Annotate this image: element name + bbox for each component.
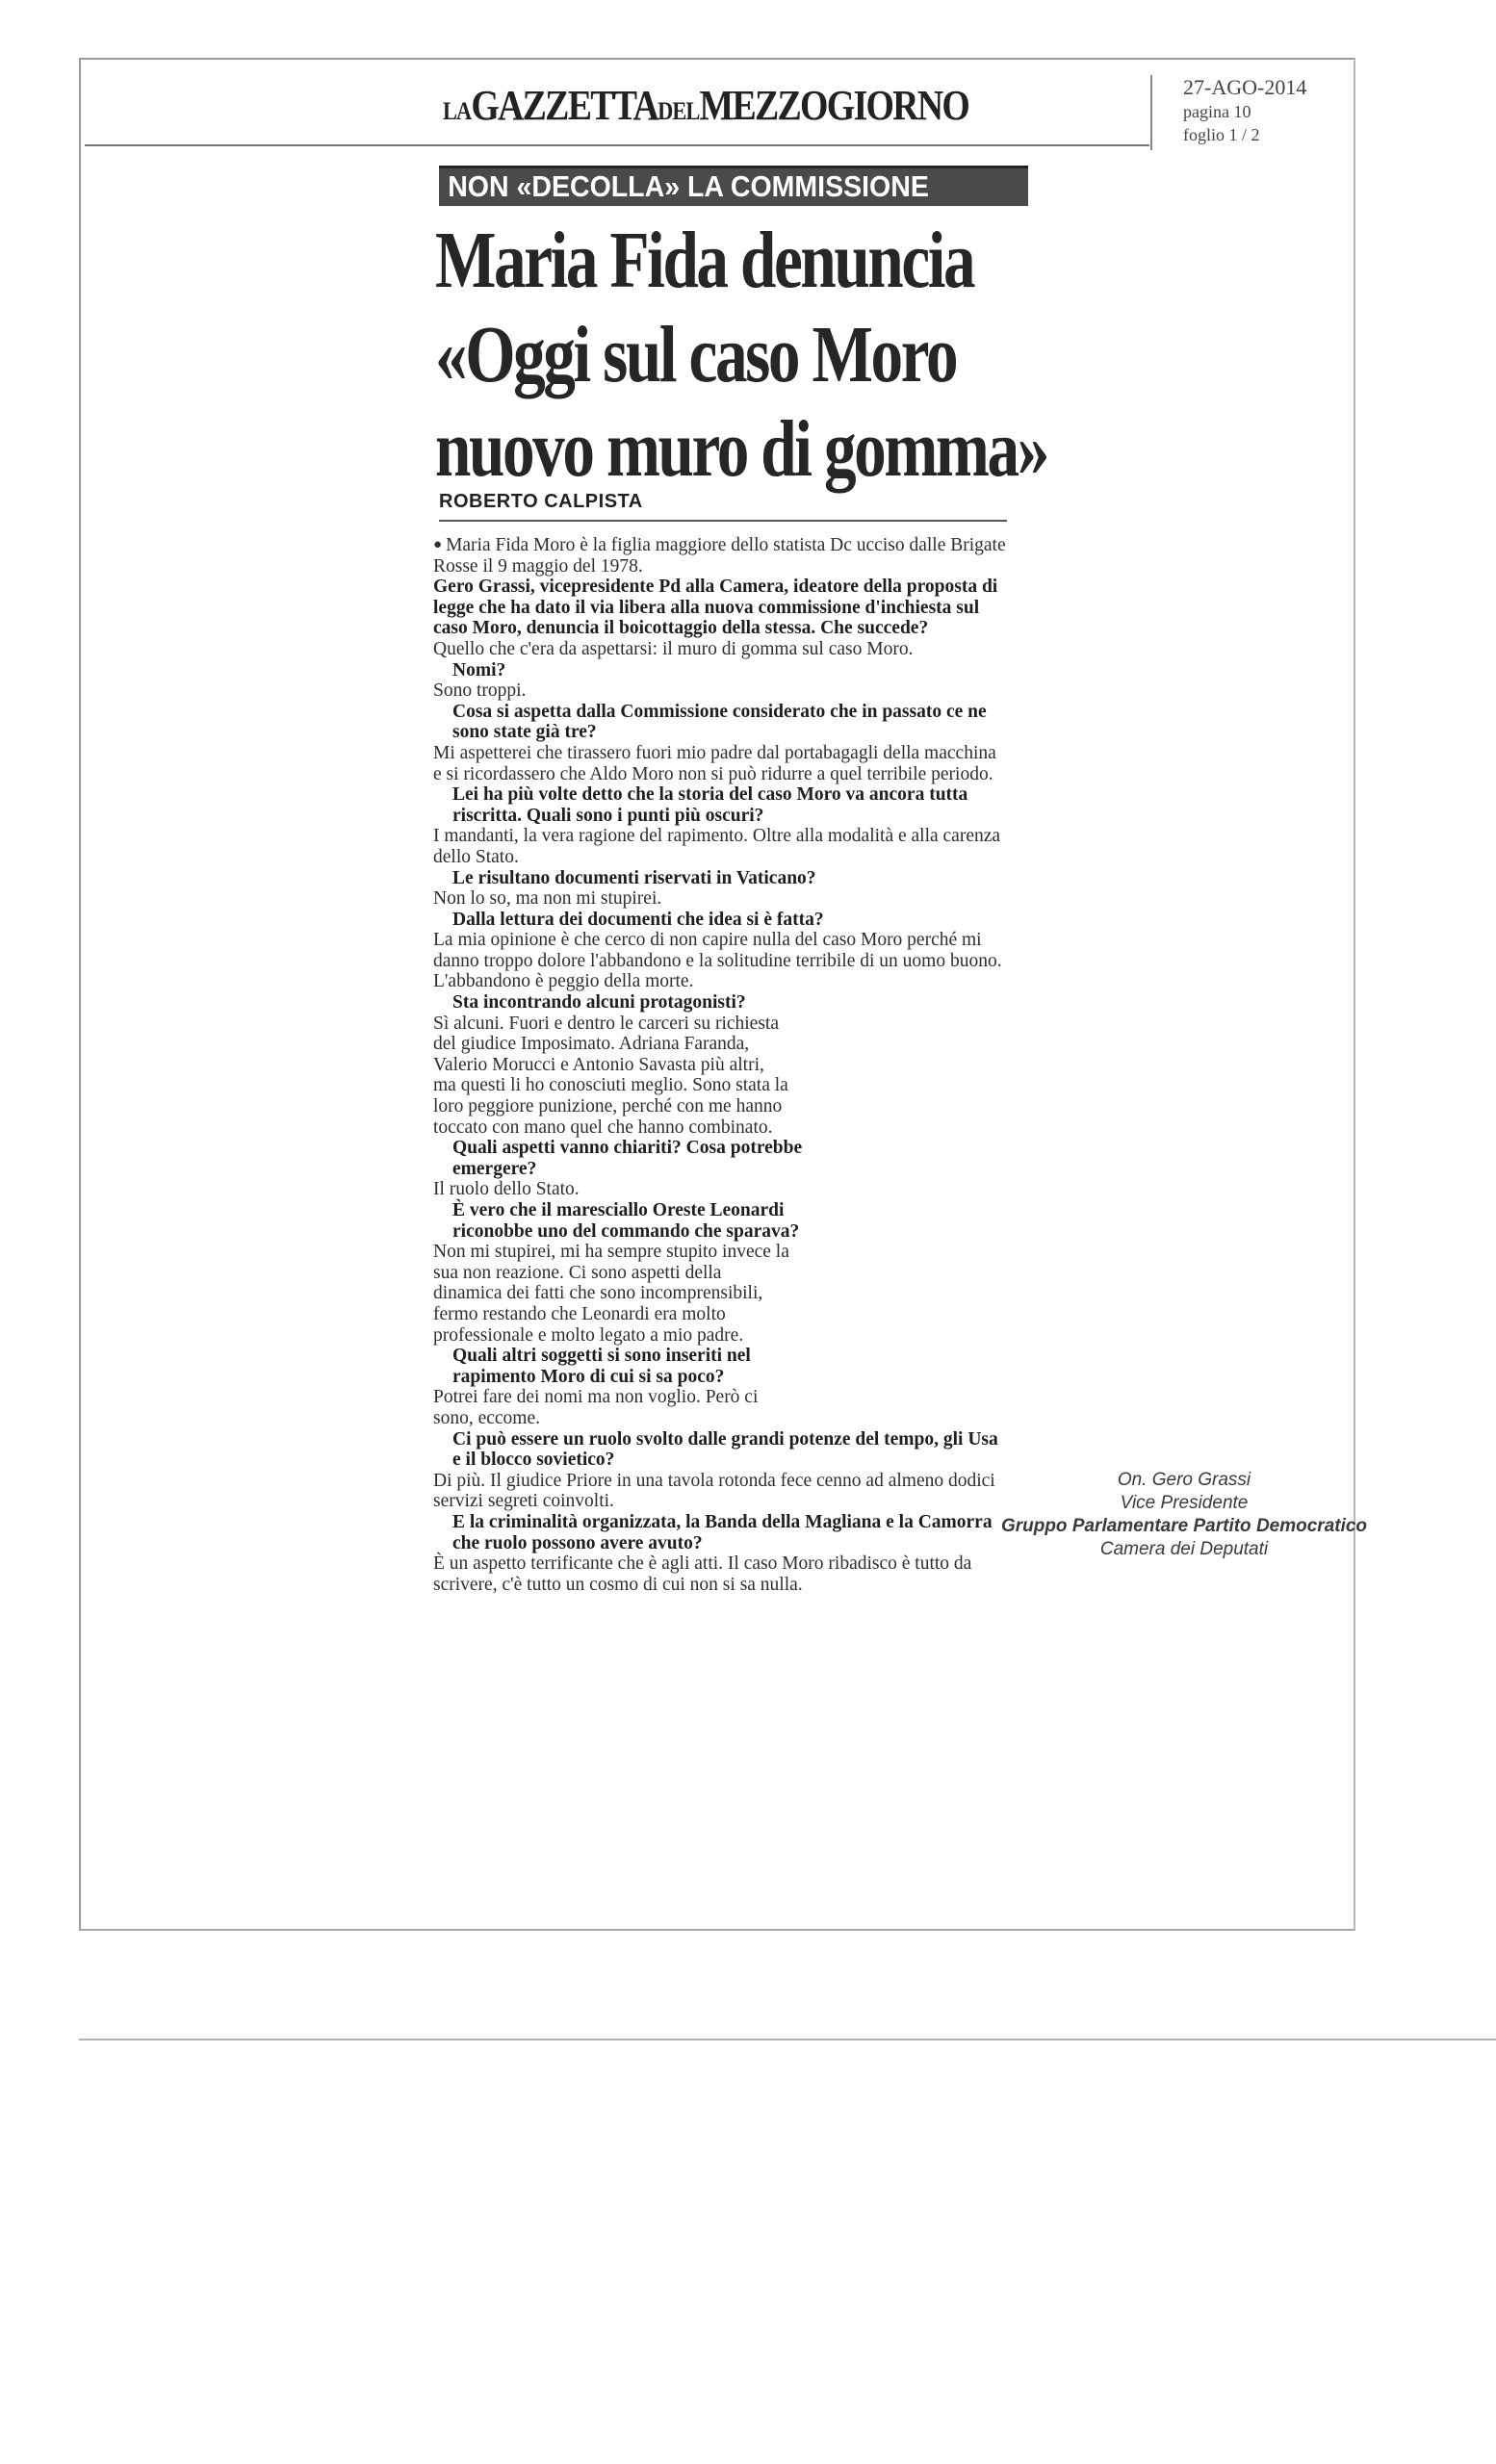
- scan-edge-rule: [79, 2039, 1496, 2040]
- question: Nomi?: [452, 659, 506, 680]
- question: Sta incontrando alcuni protagonisti?: [452, 992, 746, 1014]
- question: Le risultano documenti riservati in Vaticano?: [452, 867, 816, 888]
- answer: Mi aspetterei che tirassero fuori mio padre dal portabagagli della macchina e si ricordassero che Aldo Moro non si può ridurre a quel terribile periodo.: [433, 742, 996, 784]
- answer: Non lo so, ma non mi stupirei.: [433, 888, 662, 910]
- answer: Potrei fare dei nomi ma non voglio. Però ci sono, eccome.: [433, 1387, 759, 1428]
- question: Lei ha più volte detto che la storia del caso Moro va ancora tutta riscritta. Quali sono i punti più oscuri?: [452, 784, 968, 826]
- stamp-group: Gruppo Parlamentare Partito Democratico: [1000, 1516, 1368, 1536]
- question: Quali altri soggetti si sono inseriti nel rapimento Moro di cui si sa poco?: [452, 1346, 751, 1387]
- lead-question: Gero Grassi, vicepresidente Pd alla Camera, ideatore della proposta di legge che ha dato il via libera alla nuova commissione d'inchiesta sul caso Moro, denuncia il boicottaggio della stessa. Che succede?: [433, 577, 998, 639]
- article-body: [433, 535, 1006, 1595]
- question: E la criminalità organizzata, la Banda della Magliana e la Camorra che ruolo possono avere avuto?: [452, 1511, 993, 1553]
- question: Cosa si aspetta dalla Commissione considerato che in passato ce ne sono state già tre?: [452, 701, 987, 743]
- clipping-date: 27-AGO-2014: [1183, 75, 1307, 99]
- question: È vero che il maresciallo Oreste Leonardi riconobbe uno del commando che sparava?: [452, 1200, 800, 1242]
- lead-answer: Quello che c'era da aspettarsi: il muro di gomma sul caso Moro.: [433, 638, 914, 659]
- clipping-sheet: foglio 1 / 2: [1183, 125, 1260, 144]
- stamp-name: On. Gero Grassi: [1117, 1470, 1251, 1490]
- answer: Non mi stupirei, mi ha sempre stupito invece la sua non reazione. Ci sono aspetti della dinamica dei fatti che sono incomprensibili, fermo restando che Leonardi era molto professionale e molto legato a mio padre.: [433, 1242, 789, 1346]
- header-rule: [85, 144, 1149, 146]
- clipping-page: pagina 10: [1183, 102, 1251, 121]
- kicker-text: NON «DECOLLA» LA COMMISSIONE: [448, 169, 929, 203]
- headline-line: Maria Fida denuncia: [435, 216, 974, 305]
- headline: [435, 214, 1047, 497]
- bullet-icon: ●: [433, 537, 443, 552]
- question: Dalla lettura dei documenti che idea si è fatta?: [452, 909, 824, 930]
- answer: Di più. Il giudice Priore in una tavola rotonda fece cenno ad almeno dodici servizi segreti coinvolti.: [433, 1470, 995, 1512]
- answer: I mandanti, la vera ragione del rapimento. Oltre alla modalità e alla carenza dello Stato.: [433, 826, 1001, 867]
- answer: Sono troppi.: [433, 680, 527, 702]
- question: Quali aspetti vanno chiariti? Cosa potrebbe emergere?: [452, 1138, 803, 1179]
- stamp-role: Vice Presidente: [1120, 1493, 1249, 1513]
- stamp-chamber: Camera dei Deputati: [1099, 1539, 1269, 1559]
- question: Ci può essere un ruolo svolto dalle grandi potenze del tempo, gli Usa e il blocco sovietico?: [452, 1428, 998, 1471]
- headline-line: nuovo muro di gomma»: [435, 404, 1047, 494]
- answer: Sì alcuni. Fuori e dentro le carceri su richiesta del giudice Imposimato. Adriana Faranda, Valerio Morucci e Antonio Savasta più altri, ma questi li ho conosciuti meglio. Sono stata la loro peggiore punizione, perché con me hanno toccato con mano quel che hanno combinato.: [433, 1013, 788, 1138]
- deputy-stamp: [972, 1469, 1396, 1561]
- intro-paragraph: ● Maria Fida Moro è la figlia maggiore dello statista Dc ucciso dalle Brigate Rosse il 9 maggio del 1978.: [433, 535, 1006, 577]
- clipping-info: [1150, 75, 1353, 150]
- newspaper-masthead: LAGAZZETTADELMEZZOGIORNO: [443, 82, 969, 129]
- answer: È un aspetto terrificante che è agli atti. Il caso Moro ribadisco è tutto da scrivere, c'è tutto un cosmo di cui non si sa nulla.: [433, 1553, 972, 1595]
- answer: Il ruolo dello Stato.: [433, 1179, 580, 1200]
- answer: La mia opinione è che cerco di non capire nulla del caso Moro perché mi danno troppo dolore l'abbandono e la solitudine terribile di un uomo buono. L'abbandono è peggio della morte.: [433, 930, 1002, 992]
- headline-line: «Oggi sul caso Moro: [435, 310, 957, 399]
- kicker-banner: [439, 166, 1028, 206]
- byline: ROBERTO CALPISTA: [439, 491, 1007, 522]
